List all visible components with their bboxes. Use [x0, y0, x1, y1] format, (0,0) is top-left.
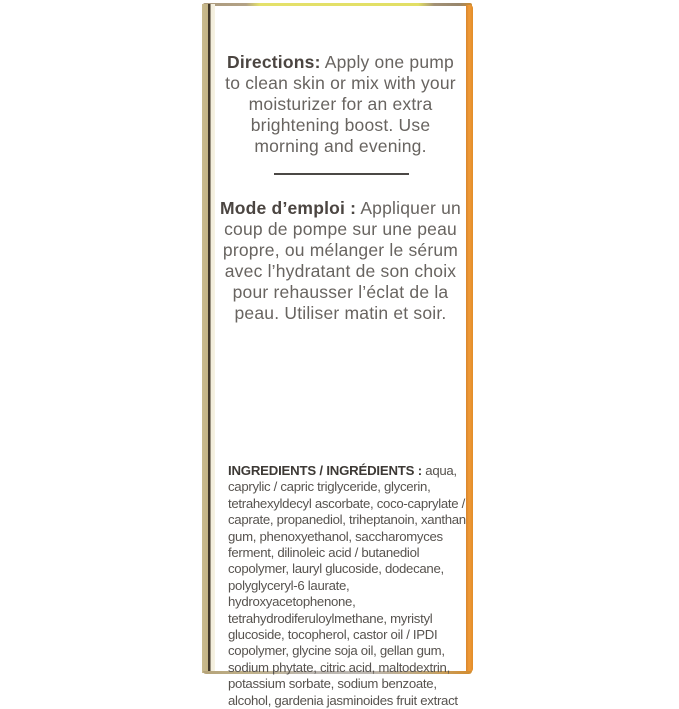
directions-french: [215, 198, 466, 324]
product-box-panel: [202, 3, 473, 708]
box-front-panel: [215, 6, 466, 708]
ingredients-text: aqua, caprylic / capric triglyceride, glycerin, tetrahexyldecyl ascorbate, coco-caprylate / caprate, propanediol, triheptanoin, xanthan gum, phenoxyethanol, saccharomyces ferment, dilinoleic acid / butanediol copolymer, lauryl glucoside, dodecane, polyglyceryl-6 laurate, hydroxyacetophenone, tetrahydrodiferuloylmethane, myristyl glucoside, tocopherol, castor oil / IPDI copolymer, glycine soja oil, gellan gum, sodium phytate, citric acid, maltodextrin, potassium sorbate, sodium benzoate, alcohol, gardenia jasminoides fruit extract: [228, 463, 466, 708]
directions-english-label: Directions:: [227, 52, 321, 72]
directions-english: [215, 52, 466, 157]
directions-french-text: Appliquer un coup de pompe sur une peau propre, ou mélanger le sérum avec l’hydratant de son choix pour rehausser l’éclat de la peau. Utiliser matin et soir.: [222, 198, 461, 323]
ingredients-label: INGREDIENTS / INGRÉDIENTS :: [228, 463, 422, 478]
ingredients-list: [228, 463, 466, 709]
divider-line: [274, 173, 409, 175]
directions-french-label: Mode d’emploi :: [220, 198, 357, 218]
directions-english-text: Apply one pump to clean skin or mix with your moisturizer for an extra brightening boost. Use morning and evening.: [225, 52, 456, 156]
box-right-edge: [466, 5, 473, 672]
box-left-edge: [202, 4, 215, 673]
